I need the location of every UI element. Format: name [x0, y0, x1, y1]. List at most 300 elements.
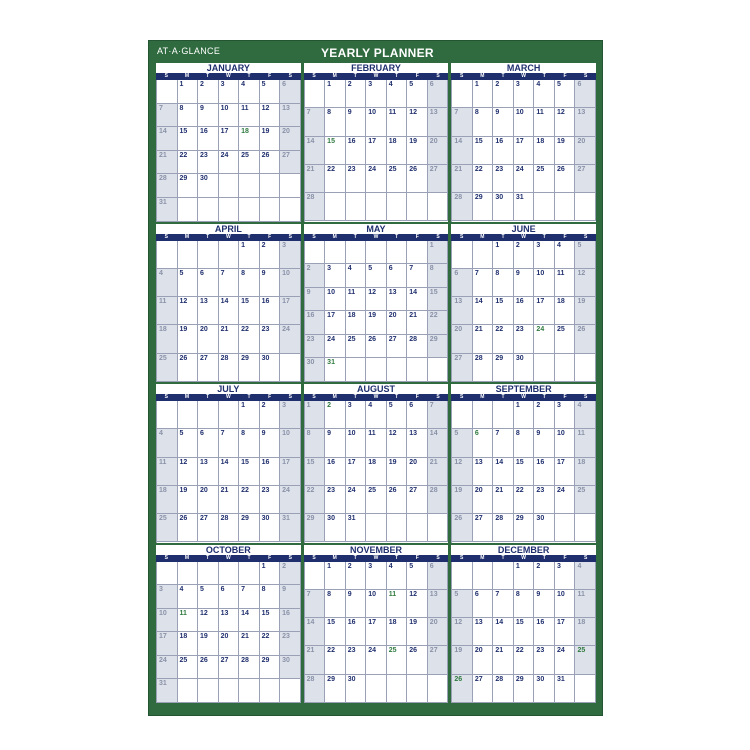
day-cell	[219, 656, 240, 680]
day-cell	[157, 609, 178, 633]
day-cell	[514, 269, 535, 297]
day-number: 5	[409, 562, 414, 570]
day-number: 17	[368, 137, 377, 145]
day-number: 12	[368, 288, 377, 296]
day-number: 22	[474, 165, 483, 173]
day-number: 19	[200, 633, 208, 641]
weekday-label: T	[247, 394, 251, 400]
empty-day-cell	[493, 562, 514, 590]
day-cell	[452, 458, 473, 486]
weekday-label: S	[312, 394, 316, 400]
day-cell	[325, 335, 346, 359]
weekday-header	[451, 73, 596, 80]
empty-day-cell	[198, 241, 219, 269]
day-number: 28	[220, 354, 229, 362]
empty-day-cell	[157, 241, 178, 269]
day-cell	[198, 127, 219, 151]
month-name: DECEMBER	[451, 545, 596, 555]
day-number: 6	[200, 269, 204, 277]
day-cell	[346, 486, 367, 514]
day-cell	[198, 151, 219, 175]
weekday-label: T	[395, 554, 399, 561]
month-may	[304, 224, 449, 383]
day-cell	[198, 656, 219, 680]
day-number: 3	[556, 402, 561, 409]
day-cell	[473, 325, 494, 353]
day-number: 20	[429, 137, 438, 145]
day-cell	[575, 241, 596, 269]
day-number: 9	[327, 430, 332, 438]
day-cell	[387, 618, 408, 646]
weekday-label: W	[225, 73, 231, 79]
day-cell	[305, 165, 326, 193]
day-cell	[452, 108, 473, 136]
day-cell	[407, 165, 428, 193]
day-cell	[387, 646, 408, 674]
day-number: 26	[200, 656, 208, 664]
month-name: SEPTEMBER	[451, 384, 596, 394]
day-number: 10	[282, 430, 290, 438]
day-number: 1	[474, 81, 479, 88]
day-cell	[219, 458, 240, 486]
day-cell	[575, 646, 596, 674]
day-number: 24	[556, 647, 565, 655]
day-cell	[534, 458, 555, 486]
day-number: 4	[241, 81, 245, 88]
weekday-label: T	[206, 233, 210, 240]
day-number: 6	[200, 430, 204, 438]
day-cell	[452, 590, 473, 618]
day-cell	[514, 137, 535, 165]
months-grid	[156, 63, 596, 703]
day-number: 18	[241, 128, 249, 136]
day-number: 31	[556, 675, 565, 683]
day-number: 2	[200, 81, 204, 88]
empty-day-cell	[473, 562, 494, 590]
day-number: 10	[159, 609, 167, 617]
weekday-label: T	[501, 554, 505, 561]
day-number: 24	[368, 165, 377, 173]
day-cell	[555, 486, 576, 514]
day-cell	[387, 401, 408, 429]
day-cell	[407, 311, 428, 335]
day-number: 28	[495, 515, 504, 523]
weekday-label: F	[563, 394, 567, 400]
empty-day-cell	[198, 562, 219, 586]
day-cell	[325, 108, 346, 136]
day-number: 22	[306, 486, 315, 494]
empty-day-cell	[575, 193, 596, 221]
day-cell	[219, 585, 240, 609]
day-number: 30	[347, 675, 356, 683]
day-number: 19	[577, 298, 586, 306]
day-number: 9	[261, 269, 266, 277]
day-number: 21	[241, 633, 249, 641]
day-cell	[260, 656, 281, 680]
day-number: 3	[327, 265, 332, 273]
day-cell	[219, 127, 240, 151]
day-number: 26	[179, 515, 188, 523]
empty-day-cell	[239, 198, 260, 222]
weekday-label: M	[332, 233, 337, 240]
day-number: 9	[347, 590, 352, 598]
day-cell	[387, 458, 408, 486]
day-cell	[239, 297, 260, 325]
day-cell	[514, 429, 535, 457]
weekday-header	[156, 234, 301, 241]
day-cell	[387, 311, 408, 335]
day-number: 19	[454, 647, 463, 655]
day-cell	[428, 590, 449, 618]
day-number: 23	[282, 633, 290, 641]
weekday-label: S	[312, 73, 316, 79]
day-cell	[346, 311, 367, 335]
day-number: 1	[241, 402, 245, 409]
day-cell	[260, 458, 281, 486]
weekday-label: W	[521, 73, 527, 79]
day-number: 21	[474, 326, 483, 334]
day-number: 18	[556, 298, 565, 306]
weekday-label: S	[288, 554, 292, 561]
weekday-label: T	[542, 394, 546, 400]
day-cell	[473, 618, 494, 646]
day-cell	[346, 335, 367, 359]
day-number: 1	[429, 241, 434, 249]
empty-day-cell	[219, 241, 240, 269]
weekday-label: M	[332, 554, 337, 561]
day-number: 27	[200, 515, 208, 523]
day-number: 12	[179, 458, 188, 466]
day-cell	[452, 325, 473, 353]
day-number: 11	[159, 458, 167, 466]
day-cell	[157, 269, 178, 297]
day-number: 21	[495, 647, 504, 655]
day-cell	[473, 108, 494, 136]
day-number: 13	[200, 458, 208, 466]
day-cell	[493, 618, 514, 646]
weekday-label: F	[563, 554, 567, 561]
day-cell	[325, 675, 346, 703]
day-cell	[260, 585, 281, 609]
day-number: 28	[220, 515, 229, 523]
day-cell	[428, 108, 449, 136]
day-cell	[514, 486, 535, 514]
day-number: 4	[577, 402, 582, 409]
day-cell	[407, 486, 428, 514]
day-cell	[157, 198, 178, 222]
weekday-label: M	[480, 394, 485, 400]
day-grid	[304, 562, 449, 704]
day-number: 3	[347, 402, 352, 409]
day-cell	[428, 264, 449, 288]
day-cell	[534, 80, 555, 108]
day-number: 3	[220, 81, 225, 88]
day-cell	[534, 325, 555, 353]
empty-day-cell	[534, 193, 555, 221]
day-cell	[157, 458, 178, 486]
day-cell	[407, 264, 428, 288]
day-cell	[260, 429, 281, 457]
day-cell	[428, 646, 449, 674]
empty-day-cell	[280, 354, 301, 382]
weekday-label: F	[415, 73, 419, 79]
day-number: 7	[429, 402, 434, 409]
day-number: 17	[556, 458, 565, 466]
day-number: 4	[179, 586, 184, 594]
day-cell	[325, 165, 346, 193]
day-number: 1	[327, 562, 332, 570]
day-number: 9	[347, 109, 352, 117]
day-number: 26	[179, 354, 188, 362]
weekday-label: F	[563, 233, 567, 240]
day-cell	[157, 632, 178, 656]
day-number: 30	[306, 359, 315, 367]
empty-day-cell	[178, 401, 199, 429]
day-cell	[514, 562, 535, 590]
day-cell	[407, 401, 428, 429]
empty-day-cell	[325, 193, 346, 221]
day-cell	[219, 514, 240, 542]
day-cell	[514, 325, 535, 353]
day-number: 1	[495, 241, 500, 249]
day-number: 11	[241, 104, 249, 112]
day-cell	[280, 325, 301, 353]
day-number: 12	[454, 458, 463, 466]
day-cell	[198, 104, 219, 128]
day-cell	[387, 165, 408, 193]
day-number: 26	[454, 515, 463, 523]
weekday-label: M	[184, 73, 190, 79]
day-number: 18	[577, 619, 586, 627]
day-cell	[534, 297, 555, 325]
day-number: 17	[347, 458, 356, 466]
weekday-label: W	[521, 233, 527, 240]
day-cell	[305, 288, 326, 312]
day-number: 9	[515, 269, 520, 277]
weekday-label: M	[184, 554, 190, 561]
empty-day-cell	[575, 514, 596, 542]
empty-day-cell	[407, 241, 428, 265]
empty-day-cell	[366, 675, 387, 703]
day-cell	[473, 590, 494, 618]
day-number: 21	[306, 647, 315, 655]
day-number: 8	[515, 430, 520, 438]
day-number: 21	[429, 458, 438, 466]
weekday-label: S	[288, 73, 292, 79]
day-cell	[387, 429, 408, 457]
day-cell	[555, 80, 576, 108]
weekday-header	[304, 73, 449, 80]
empty-day-cell	[387, 514, 408, 542]
empty-day-cell	[346, 358, 367, 382]
day-cell	[260, 241, 281, 269]
day-number: 8	[429, 265, 434, 273]
day-number: 30	[261, 354, 270, 362]
day-number: 21	[159, 151, 167, 159]
day-cell	[178, 486, 199, 514]
empty-day-cell	[473, 241, 494, 269]
weekday-label: F	[268, 554, 272, 561]
day-number: 19	[179, 326, 188, 334]
day-cell	[575, 108, 596, 136]
day-number: 18	[536, 137, 545, 145]
day-number: 18	[577, 458, 586, 466]
day-number: 26	[556, 165, 565, 173]
day-number: 7	[454, 109, 459, 117]
day-grid	[304, 401, 449, 543]
day-number: 25	[368, 486, 377, 494]
day-number: 25	[241, 151, 249, 159]
day-number: 4	[159, 269, 163, 277]
month-name: OCTOBER	[156, 545, 301, 555]
day-number: 15	[261, 609, 270, 617]
empty-day-cell	[555, 354, 576, 382]
day-number: 7	[474, 269, 479, 277]
weekday-header	[304, 394, 449, 401]
day-number: 10	[368, 590, 377, 598]
day-cell	[473, 269, 494, 297]
day-cell	[280, 104, 301, 128]
weekday-label: T	[353, 394, 357, 400]
day-cell	[428, 241, 449, 265]
day-cell	[366, 108, 387, 136]
day-cell	[239, 656, 260, 680]
day-number: 30	[536, 515, 545, 523]
day-cell	[575, 137, 596, 165]
day-cell	[325, 646, 346, 674]
empty-day-cell	[239, 679, 260, 703]
month-name: JULY	[156, 384, 301, 394]
day-number: 28	[306, 194, 315, 202]
day-number: 12	[388, 430, 397, 438]
day-grid	[451, 401, 596, 543]
day-number: 2	[261, 402, 266, 409]
day-cell	[514, 458, 535, 486]
day-cell	[575, 458, 596, 486]
day-cell	[157, 429, 178, 457]
day-number: 2	[536, 402, 541, 409]
day-cell	[346, 80, 367, 108]
day-number: 31	[347, 515, 356, 523]
day-cell	[239, 354, 260, 382]
day-number: 29	[241, 354, 249, 362]
day-cell	[493, 646, 514, 674]
day-cell	[493, 193, 514, 221]
day-cell	[239, 486, 260, 514]
day-number: 24	[282, 486, 290, 494]
day-number: 22	[327, 165, 335, 173]
day-number: 23	[261, 486, 270, 494]
month-october	[156, 545, 301, 704]
day-number: 10	[347, 430, 356, 438]
empty-day-cell	[219, 198, 240, 222]
day-cell	[157, 486, 178, 514]
day-cell	[514, 646, 535, 674]
day-number: 13	[474, 619, 483, 627]
day-cell	[198, 458, 219, 486]
day-number: 8	[495, 269, 500, 277]
day-number: 23	[200, 151, 208, 159]
weekday-label: S	[459, 73, 464, 79]
day-cell	[305, 335, 326, 359]
day-number: 27	[220, 656, 229, 664]
day-number: 20	[474, 647, 483, 655]
day-cell	[555, 675, 576, 703]
day-cell	[305, 108, 326, 136]
day-cell	[178, 104, 199, 128]
day-number: 18	[159, 486, 167, 494]
weekday-label: T	[353, 233, 357, 240]
day-cell	[428, 288, 449, 312]
day-cell	[493, 675, 514, 703]
day-grid	[156, 80, 301, 222]
day-number: 12	[200, 609, 208, 617]
day-number: 27	[429, 165, 438, 173]
day-cell	[407, 618, 428, 646]
day-cell	[534, 618, 555, 646]
empty-day-cell	[280, 174, 301, 198]
day-number: 3	[282, 241, 287, 249]
day-cell	[534, 514, 555, 542]
day-number: 23	[495, 165, 504, 173]
day-number: 7	[495, 430, 500, 438]
day-cell	[575, 269, 596, 297]
day-cell	[219, 429, 240, 457]
empty-day-cell	[219, 174, 240, 198]
day-number: 27	[388, 335, 397, 343]
day-cell	[157, 679, 178, 703]
day-cell	[178, 585, 199, 609]
day-cell	[555, 108, 576, 136]
day-number: 31	[327, 359, 335, 367]
day-cell	[305, 193, 326, 221]
day-cell	[493, 297, 514, 325]
day-cell	[280, 269, 301, 297]
day-cell	[178, 656, 199, 680]
day-cell	[407, 590, 428, 618]
weekday-label: W	[373, 233, 379, 240]
day-cell	[428, 429, 449, 457]
weekday-label: S	[436, 394, 440, 400]
day-cell	[428, 618, 449, 646]
empty-day-cell	[387, 358, 408, 382]
day-cell	[366, 618, 387, 646]
day-cell	[534, 429, 555, 457]
day-cell	[452, 514, 473, 542]
day-number: 28	[429, 486, 438, 494]
day-number: 10	[556, 590, 565, 598]
day-number: 7	[220, 430, 225, 438]
day-cell	[366, 264, 387, 288]
day-cell	[325, 514, 346, 542]
day-number: 15	[515, 619, 524, 627]
weekday-label: T	[247, 554, 251, 561]
day-cell	[219, 269, 240, 297]
month-april	[156, 224, 301, 383]
day-number: 22	[515, 486, 524, 494]
day-number: 25	[577, 647, 586, 655]
day-number: 24	[282, 326, 290, 334]
day-number: 21	[220, 486, 229, 494]
day-number: 26	[454, 675, 463, 683]
day-cell	[280, 401, 301, 429]
day-number: 30	[327, 515, 335, 523]
day-number: 16	[347, 619, 356, 627]
day-cell	[555, 241, 576, 269]
day-cell	[198, 325, 219, 353]
day-cell	[260, 104, 281, 128]
day-cell	[428, 401, 449, 429]
